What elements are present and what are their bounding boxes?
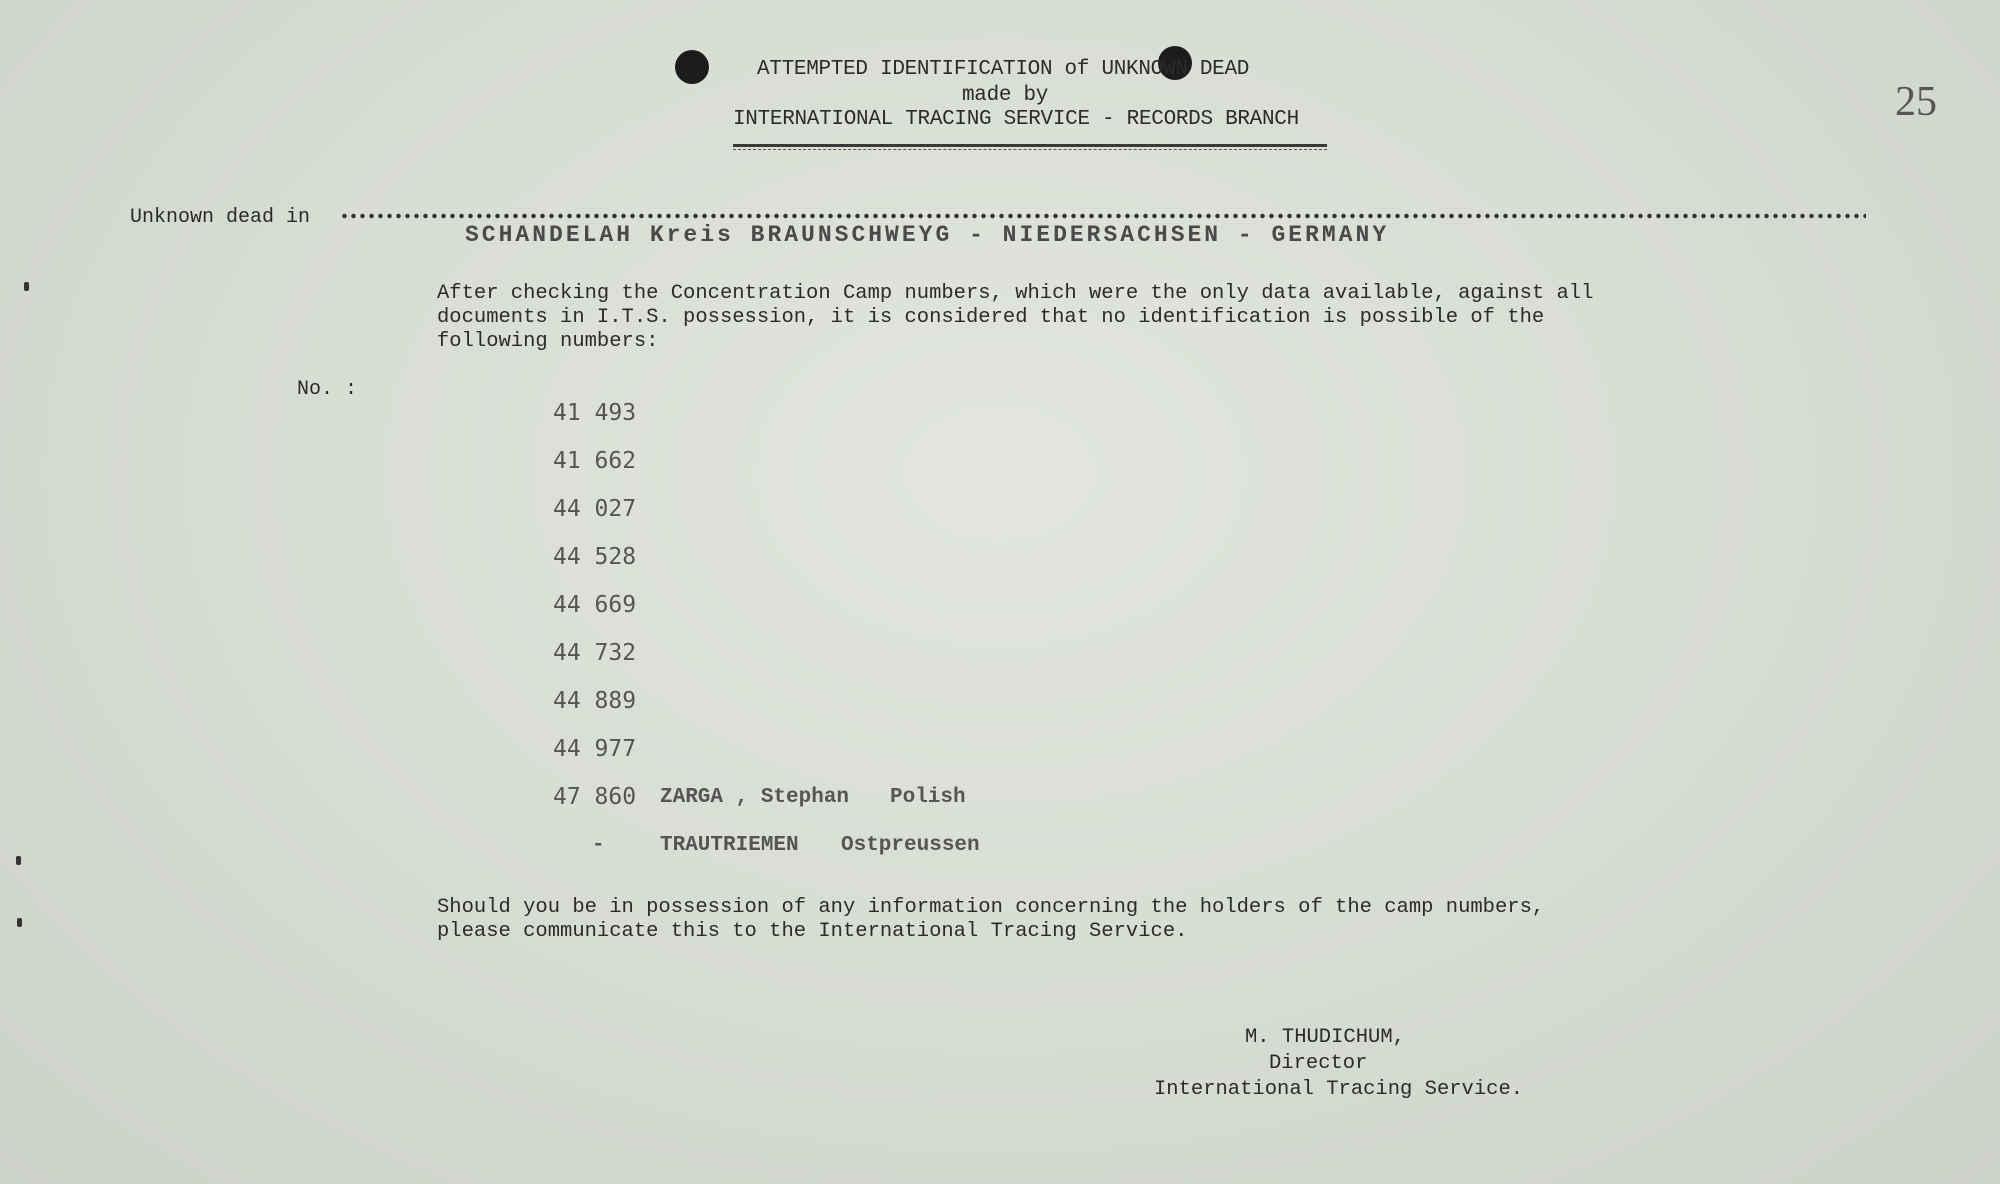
intro-line-1: After checking the Concentration Camp numbers, which were the only data available, against all xyxy=(437,282,1594,305)
extra-region: Ostpreussen xyxy=(841,834,980,857)
closing-line-1: Should you be in possession of any information concerning the holders of the camp numbers, xyxy=(437,896,1545,919)
signature-org: International Tracing Service. xyxy=(1154,1078,1524,1101)
numbers-label: No. : xyxy=(297,378,358,401)
extra-name: ZARGA , Stephan xyxy=(660,786,850,809)
location-label: Unknown dead in xyxy=(130,206,311,229)
header-branch: INTERNATIONAL TRACING SERVICE - RECORDS BRANCH xyxy=(733,108,1299,131)
signature-title: Director xyxy=(1269,1052,1368,1075)
extra-place: TRAUTRIEMEN xyxy=(660,834,799,857)
camp-number: 41 662 xyxy=(553,448,637,474)
punch-hole-left xyxy=(675,50,709,84)
margin-mark xyxy=(17,918,22,927)
camp-number: 44 889 xyxy=(553,688,637,714)
page-number: 25 xyxy=(1895,79,1937,125)
camp-number: 44 732 xyxy=(553,640,637,666)
header-title: ATTEMPTED IDENTIFICATION of UNKNOWN DEAD xyxy=(757,58,1250,81)
camp-number: 41 493 xyxy=(553,400,637,426)
extra-dash: - xyxy=(592,834,605,857)
margin-mark xyxy=(24,282,29,291)
header-made-by: made by xyxy=(962,84,1049,107)
header-underline xyxy=(733,144,1327,147)
camp-number: 44 977 xyxy=(553,736,637,762)
camp-number: 44 528 xyxy=(553,544,637,570)
header-underline-dashed xyxy=(733,149,1327,150)
intro-line-2: documents in I.T.S. possession, it is considered that no identification is possible of the xyxy=(437,306,1545,329)
extra-nationality: Polish xyxy=(890,786,966,809)
camp-number: 47 860 xyxy=(553,784,637,810)
camp-number: 44 027 xyxy=(553,496,637,522)
signature-name: M. THUDICHUM, xyxy=(1245,1026,1405,1049)
closing-line-2: please communicate this to the International Tracing Service. xyxy=(437,920,1188,943)
dotted-leader xyxy=(340,212,1866,220)
intro-line-3: following numbers: xyxy=(437,330,659,353)
camp-number: 44 669 xyxy=(553,592,637,618)
location-place: SCHANDELAH Kreis BRAUNSCHWEYG - NIEDERSACHSEN - GERMANY xyxy=(465,222,1390,248)
margin-mark xyxy=(16,856,21,865)
